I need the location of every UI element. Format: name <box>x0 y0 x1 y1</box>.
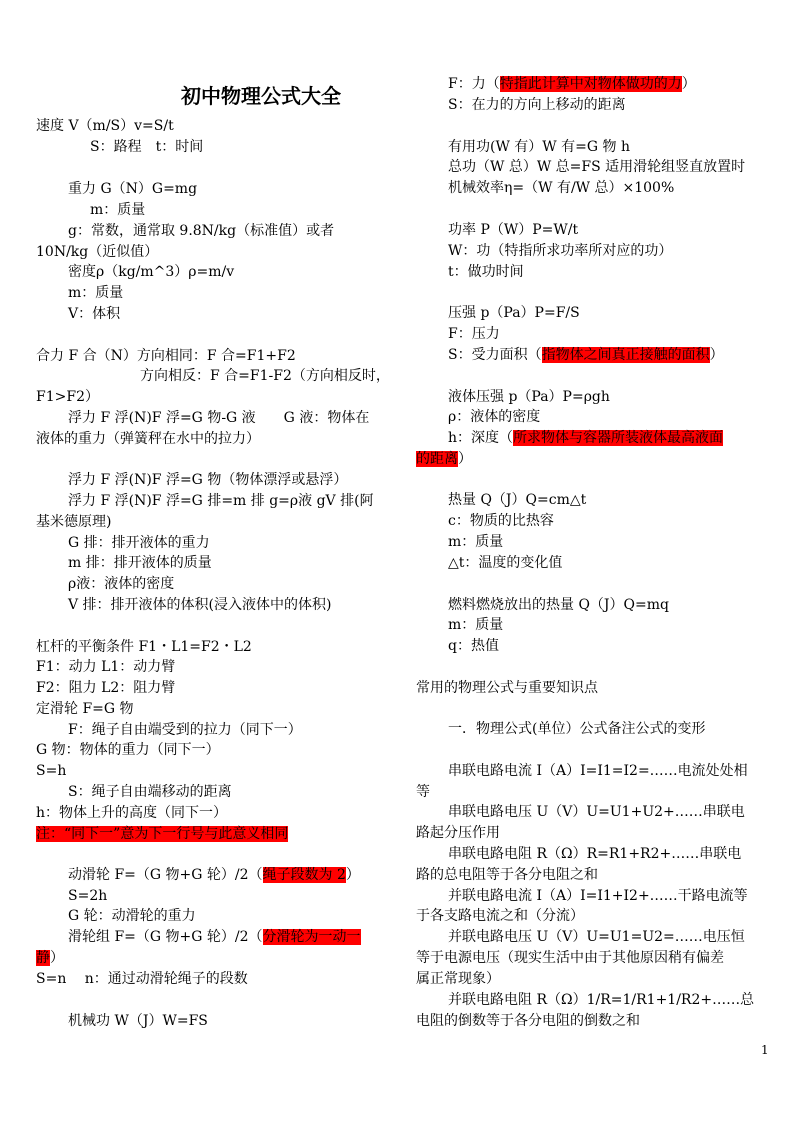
highlight-depth-cont: 的距离 <box>416 451 458 467</box>
line-power-time: t：做功时间 <box>448 264 524 280</box>
line-mechanical-work: 机械功 W（J）W=FS <box>68 1013 208 1029</box>
line-liquid-pressure-depth-cont: 的距离） <box>416 451 472 467</box>
line-density: 密度ρ（kg/m^3）ρ=m/v <box>68 264 235 280</box>
line-note-highlight <box>36 824 288 845</box>
line-power-work: W：功（特指所求功率所对应的功） <box>448 243 673 259</box>
line-liquid-density: ρ液：液体的密度 <box>68 576 175 592</box>
line-series-resistance: 串联电路电阻 R（Ω）R=R1+R2+……串联电 <box>448 846 742 862</box>
line-fixed-pulley-h: h：物体上升的高度（同下一） <box>36 805 228 821</box>
page-number: 1 <box>761 1043 769 1057</box>
line-lever: 杠杆的平衡条件 F1・L1=F2・L2 <box>36 639 252 655</box>
line-buoyancy-3: 浮力 F 浮(N)F 浮=G 排=m 排 g=ρ液 gV 排(阿 <box>68 493 374 509</box>
line-displaced-mass: m 排：排开液体的质量 <box>68 555 212 571</box>
line-work-distance: S：在力的方向上移动的距离 <box>448 97 626 113</box>
line-pressure-force: F：压力 <box>448 326 500 342</box>
line-parallel-voltage-cont2: 属正常现象） <box>416 971 500 987</box>
line-lever-f2: F2：阻力 L2：阻力臂 <box>36 680 176 696</box>
line-lever-f1: F1：动力 L1：动力臂 <box>36 659 176 675</box>
line-gravity-constant-cont: 10N/kg（近似值） <box>36 244 159 260</box>
line-fixed-pulley: 定滑轮 F=G 物 <box>36 701 134 717</box>
document-title: 初中物理公式大全 <box>181 84 341 108</box>
section-heading: 常用的物理公式与重要知识点 <box>416 680 598 696</box>
line-resultant-force: 合力 F 合（N）方向相同：F 合=F1+F2 <box>36 348 296 364</box>
line-work-force: F：力（特指此计算中对物体做功的力） <box>448 76 696 92</box>
line-parallel-current: 并联电路电流 I（A）I=I1+I2+……干路电流等 <box>448 888 748 904</box>
line-buoyancy-2: 浮力 F 浮(N)F 浮=G 物（物体漂浮或悬浮） <box>68 472 348 488</box>
line-parallel-voltage-cont: 等于电源电压（现实生活中由于其他原因稍有偏差 <box>416 950 724 966</box>
line-heat-m: m：质量 <box>448 534 504 550</box>
line-series-voltage-cont: 路起分压作用 <box>416 825 500 841</box>
line-gravity-mass: m：质量 <box>90 202 146 218</box>
line-total-work: 总功（W 总）W 总=FS 适用滑轮组竖直放置时 <box>448 159 746 175</box>
highlight-depth: 所求物体与容器所装液体最高液面 <box>513 430 724 446</box>
line-heat-t: △t：温度的变化值 <box>448 555 563 571</box>
line-useful-work: 有用功(W 有）W 有=G 物 h <box>448 139 630 155</box>
line-pulley-block-s: S=n n：通过动滑轮绳子的段数 <box>36 971 248 987</box>
line-efficiency: 机械效率η=（W 有/W 总）×100% <box>448 180 675 196</box>
line-liquid-pressure: 液体压强 p（Pa）P=ρgh <box>448 389 610 405</box>
line-heat: 热量 Q（J）Q=cm△t <box>448 492 587 508</box>
line-liquid-pressure-density: ρ：液体的密度 <box>448 409 541 425</box>
line-fixed-pulley-g: G 物：物体的重力（同下一） <box>36 742 220 758</box>
line-pulley-block-cont: 静） <box>36 950 64 966</box>
line-power: 功率 P（W）P=W/t <box>448 222 579 238</box>
line-series-current-cont: 等 <box>416 784 430 800</box>
line-fuel-heat-q: q：热值 <box>448 638 499 654</box>
line-movable-pulley-s: S=2h <box>68 888 108 904</box>
line-parallel-current-cont: 于各支路电流之和（分流） <box>416 908 584 924</box>
line-resultant-opposite: 方向相反：F 合=F1-F2（方向相反时， <box>140 368 390 384</box>
line-fuel-heat-m: m：质量 <box>448 617 504 633</box>
line-density-mass: m：质量 <box>68 285 124 301</box>
line-velocity-note: S：路程 t：时间 <box>90 139 204 155</box>
line-parallel-resistance: 并联电路电阻 R（Ω）1/R=1/R1+1/R2+……总 <box>448 992 755 1008</box>
line-series-voltage: 串联电路电压 U（V）U=U1+U2+……串联电 <box>448 804 745 820</box>
line-parallel-voltage: 并联电路电压 U（V）U=U1=U2=……电压恒 <box>448 929 745 945</box>
line-heat-c: c：物质的比热容 <box>448 513 554 529</box>
highlight-contact-area: 指物体之间真正接触的面积 <box>541 347 710 363</box>
line-pulley-block: 滑轮组 F=（G 物+G 轮）/2（分滑轮为一动一 <box>68 929 361 945</box>
line-buoyancy-1-cont: 液体的重力（弹簧秤在水中的拉力） <box>36 431 260 447</box>
line-displaced-volume: V 排：排开液体的体积(浸入液体中的体积) <box>68 597 332 613</box>
line-buoyancy-3-cont: 基米德原理) <box>36 514 112 530</box>
line-gravity-constant: g：常数，通常取 9.8N/kg（标准值）或者 <box>68 223 335 239</box>
line-displaced-weight: G 排：排开液体的重力 <box>68 535 210 551</box>
line-fixed-pulley-s: S=h <box>36 763 67 779</box>
highlight-work-force: 特指此计算中对物体做功的力 <box>499 76 682 92</box>
line-pressure-area: S：受力面积（指物体之间真正接触的面积） <box>448 347 724 363</box>
line-parallel-resistance-cont: 电阻的倒数等于各分电阻的倒数之和 <box>416 1013 640 1029</box>
highlight-note: 注：“同下一”意为下一行号与此意义相同 <box>36 826 289 842</box>
line-movable-pulley-g: G 轮：动滑轮的重力 <box>68 908 196 924</box>
line-series-current: 串联电路电流 I（A）I=I1=I2=……电流处处相 <box>448 763 748 779</box>
highlight-pulley-block: 分滑轮为一动一 <box>262 929 361 945</box>
line-velocity: 速度 V（m/S）v=S/t <box>36 118 174 134</box>
line-fixed-pulley-f: F：绳子自由端受到的拉力（同下一） <box>68 722 302 738</box>
line-density-volume: V：体积 <box>68 306 121 322</box>
highlight-rope-segments: 绳子段数为 2 <box>262 867 346 883</box>
subsection-heading: 一．物理公式(单位）公式备注公式的变形 <box>448 721 706 737</box>
line-series-resistance-cont: 路的总电阻等于各分电阻之和 <box>416 867 598 883</box>
line-resultant-cont: F1>F2） <box>36 389 99 405</box>
line-gravity: 重力 G（N）G=mg <box>68 181 198 197</box>
line-pressure: 压强 p（Pa）P=F/S <box>448 305 580 321</box>
line-buoyancy-1: 浮力 F 浮(N)F 浮=G 物-G 液 G 液：物体在 <box>68 410 370 426</box>
line-liquid-pressure-depth: h：深度（所求物体与容器所装液体最高液面 <box>448 430 724 446</box>
line-fuel-heat: 燃料燃烧放出的热量 Q（J）Q=mq <box>448 597 669 613</box>
line-fixed-pulley-s-note: S：绳子自由端移动的距离 <box>68 784 232 800</box>
highlight-pulley-block-cont: 静 <box>36 950 50 966</box>
line-movable-pulley: 动滑轮 F=（G 物+G 轮）/2（绳子段数为 2） <box>68 867 360 883</box>
